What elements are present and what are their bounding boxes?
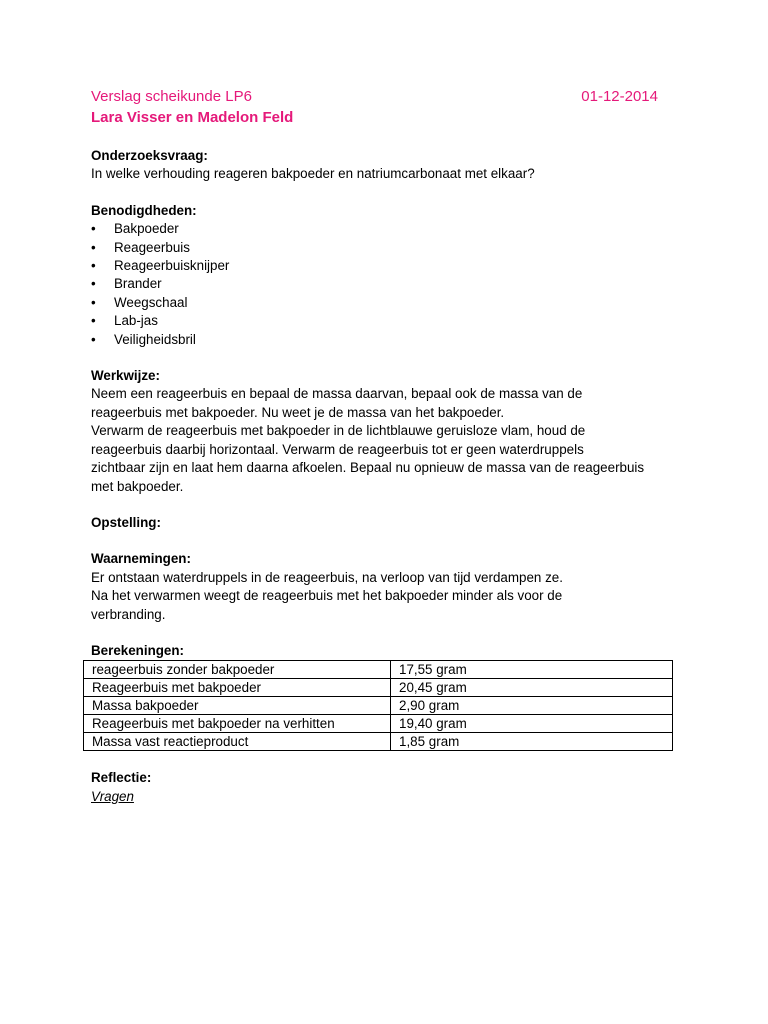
list-item-label: Lab-jas (114, 313, 158, 329)
section-onderzoeksvraag (91, 147, 678, 184)
list-item (91, 220, 678, 238)
table-cell-label: Reageerbuis met bakpoeder na verhitten (84, 715, 391, 733)
opstelling-heading: Opstelling: (91, 514, 161, 530)
vragen-link[interactable]: Vragen (91, 788, 134, 804)
text-line: verbranding. (91, 606, 166, 622)
waarnemingen-heading: Waarnemingen: (91, 551, 191, 567)
header (91, 86, 678, 107)
section-opstelling (91, 514, 678, 532)
table-cell-value: 2,90 gram (391, 697, 673, 715)
table-cell-value: 20,45 gram (391, 679, 673, 697)
list-item (91, 257, 678, 275)
list-item-label: Weegschaal (114, 294, 188, 310)
section-berekeningen (91, 642, 678, 751)
table-row (84, 715, 673, 733)
table-cell-value: 17,55 gram (391, 661, 673, 679)
document-date: 01-12-2014 (581, 88, 658, 105)
section-werkwijze (91, 367, 678, 496)
table-cell-label: Reageerbuis met bakpoeder (84, 679, 391, 697)
table-row (84, 679, 673, 697)
list-item-label: Bakpoeder (114, 221, 179, 237)
text-line: zichtbaar zijn en laat hem daarna afkoelen. Bepaal nu opnieuw de massa van de reageerbuis (91, 460, 645, 476)
text-line: reageerbuis met bakpoeder. Nu weet je de massa van het bakpoeder. (91, 404, 505, 420)
table-cell-label: Massa vast reactieproduct (84, 733, 391, 751)
table-cell-value: 19,40 gram (391, 715, 673, 733)
list-item (91, 239, 678, 257)
list-item (91, 294, 678, 312)
text-line: Neem een reageerbuis en bepaal de massa daarvan, bepaal ook de massa van de (91, 386, 583, 402)
bullet-icon: • (91, 313, 96, 329)
bullet-icon: • (91, 294, 96, 310)
section-reflectie (91, 769, 678, 806)
section-benodigdheden (91, 202, 678, 349)
bullet-icon: • (91, 276, 96, 292)
berekeningen-heading: Berekeningen: (91, 642, 185, 658)
berekeningen-table (83, 660, 673, 751)
bullet-icon: • (91, 221, 96, 237)
document-title: Verslag scheikunde LP6 (91, 88, 252, 105)
text-line: Na het verwarmen weegt de reageerbuis met het bakpoeder minder als voor de (91, 588, 563, 604)
table-row (84, 733, 673, 751)
list-item-label: Reageerbuis (114, 239, 190, 255)
list-item-label: Brander (114, 276, 162, 292)
list-item (91, 312, 678, 330)
table-row (84, 661, 673, 679)
table-cell-label: reageerbuis zonder bakpoeder (84, 661, 391, 679)
waarnemingen-text (91, 569, 678, 624)
list-item (91, 331, 678, 349)
list-item (91, 275, 678, 293)
text-line: met bakpoeder. (91, 478, 184, 494)
text-line: reageerbuis daarbij horizontaal. Verwarm de reageerbuis tot er geen waterdruppels (91, 441, 584, 457)
document-authors: Lara Visser en Madelon Feld (91, 109, 294, 126)
text-line: Verwarm de reageerbuis met bakpoeder in de lichtblauwe geruisloze vlam, houd de (91, 423, 586, 439)
werkwijze-text (91, 385, 678, 495)
onderzoeksvraag-heading: Onderzoeksvraag: (91, 148, 208, 163)
benodigdheden-list (91, 220, 678, 349)
benodigdheden-heading: Benodigdheden: (91, 202, 197, 218)
bullet-icon: • (91, 258, 96, 274)
table-cell-label: Massa bakpoeder (84, 697, 391, 715)
reflectie-heading: Reflectie: (91, 770, 152, 786)
list-item-label: Reageerbuisknijper (114, 258, 230, 274)
list-item-label: Veiligheidsbril (114, 331, 196, 347)
table-row (84, 697, 673, 715)
text-line: Er ontstaan waterdruppels in de reageerbuis, na verloop van tijd verdampen ze. (91, 569, 563, 585)
onderzoeksvraag-text: In welke verhouding reageren bakpoeder en natriumcarbonaat met elkaar? (91, 166, 535, 182)
bullet-icon: • (91, 239, 96, 255)
section-waarnemingen (91, 550, 678, 624)
bullet-icon: • (91, 331, 96, 347)
table-cell-value: 1,85 gram (391, 733, 673, 751)
werkwijze-heading: Werkwijze: (91, 368, 160, 384)
